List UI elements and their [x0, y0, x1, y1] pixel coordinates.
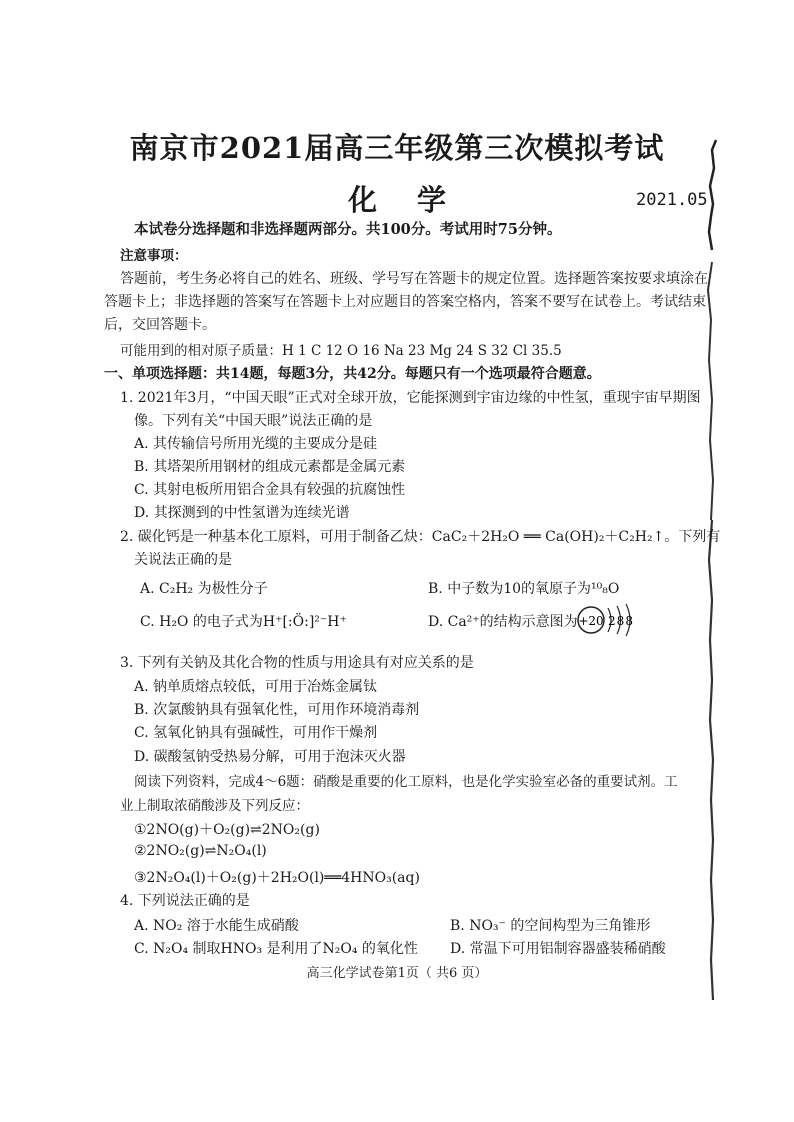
question-4-stem: 4. 下列说法正确的是 — [120, 893, 250, 909]
question-3-option-b: B. 次氯酸钠具有强氧化性，可用作环境消毒剂 — [134, 702, 420, 718]
question-1-option-a: A. 其传输信号所用光缆的主要成分是硅 — [134, 436, 378, 452]
question-2-stem-continued: 关说法正确的是 — [134, 552, 232, 568]
calcium-ion-structure-diagram — [574, 600, 638, 640]
reaction-1: ①2NO(g)＋O₂(g)⇌2NO₂(g) — [134, 822, 320, 838]
question-2-option-b: B. 中子数为10的氧原子为¹⁰₈O — [428, 581, 620, 597]
reaction-3: ③2N₂O₄(l)＋O₂(g)＋2H₂O(l)══4HNO₃(aq) — [134, 870, 420, 886]
question-4-option-c: C. N₂O₄ 制取HNO₃ 是利用了N₂O₄ 的氧化性 — [134, 941, 418, 957]
page-footer: 高三化学试卷第1页（ 共6 页） — [306, 966, 488, 981]
notice-title: 注意事项： — [120, 248, 188, 264]
exam-date: 2021.05 — [636, 190, 708, 210]
question-2-option-c: C. H₂O 的电子式为H⁺[:Ö:]²⁻H⁺ — [140, 614, 347, 630]
question-4-option-b: B. NO₃⁻ 的空间构型为三角锥形 — [450, 918, 651, 934]
reading-passage-line-1: 阅读下列资料，完成4～6题：硝酸是重要的化工原料，也是化学实验室必备的重要试剂。工 — [134, 774, 678, 790]
question-3-stem: 3. 下列有关钠及其化合物的性质与用途具有对应关系的是 — [120, 655, 474, 671]
electron-shells: 288 — [608, 614, 634, 628]
reaction-2: ②2NO₂(g)⇌N₂O₄(l) — [134, 843, 267, 859]
exam-title: 南京市2021届高三年级第三次模拟考试 — [129, 131, 665, 165]
notice-paragraph-line-2: 答题卡上；非选择题的答案写在答题卡上对应题目的答案空格内，答案不要写在试卷上。考试结束 — [104, 294, 706, 310]
reading-passage-line-2: 业上制取浓硝酸涉及下列反应： — [120, 798, 309, 814]
question-1-stem: 1. 2021年3月，“中国天眼”正式对全球开放，它能探测到宇宙边缘的中性氢，重现宇宙早期图 — [120, 390, 701, 406]
nucleus-charge: +20 — [578, 614, 604, 628]
question-3-option-a: A. 钠单质熔点较低，可用于冶炼金属钛 — [134, 679, 378, 695]
question-3-option-d: D. 碳酸氢钠受热易分解，可用于泡沫灭火器 — [134, 749, 406, 765]
question-3-option-c: C. 氢氧化钠具有强碱性，可用作干燥剂 — [134, 725, 378, 741]
question-1-option-d: D. 其探测到的中性氢谱为连续光谱 — [134, 505, 350, 521]
subject-title: 化学 — [347, 183, 486, 217]
notice-paragraph-line-1: 答题前，考生务必将自己的姓名、班级、学号写在答题卡的规定位置。选择题答案按要求填涂在 — [120, 271, 708, 287]
question-1-option-b: B. 其塔架所用钢材的组成元素都是金属元素 — [134, 459, 406, 475]
question-4-option-a: A. NO₂ 溶于水能生成硝酸 — [134, 918, 299, 934]
question-2-option-a: A. C₂H₂ 为极性分子 — [140, 581, 268, 597]
notice-paragraph-line-3: 后，交回答题卡。 — [104, 317, 216, 333]
question-2-stem: 2. 碳化钙是一种基本化工原料，可用于制备乙炔：CaC₂＋2H₂O ══ Ca(OH)₂＋C₂H₂↑。下列有 — [120, 529, 721, 545]
section-heading: 一、单项选择题：共14题，每题3分，共42分。每题只有一个选项最符合题意。 — [104, 366, 601, 382]
atomic-masses: 可能用到的相对原子质量：H 1 C 12 O 16 Na 23 Mg 24 S 32 Cl 35.5 — [120, 343, 562, 359]
question-1-stem-continued: 像。下列有关“中国天眼”说法正确的是 — [134, 413, 373, 429]
question-1-option-c: C. 其射电板所用铝合金具有较强的抗腐蚀性 — [134, 482, 406, 498]
exam-instructions: 本试卷分选择题和非选择题两部分。共100分。考试用时75分钟。 — [134, 221, 562, 238]
question-2-option-d: D. Ca²⁺的结构示意图为 — [428, 614, 578, 630]
question-4-option-d: D. 常温下可用铝制容器盛装稀硝酸 — [450, 941, 666, 957]
